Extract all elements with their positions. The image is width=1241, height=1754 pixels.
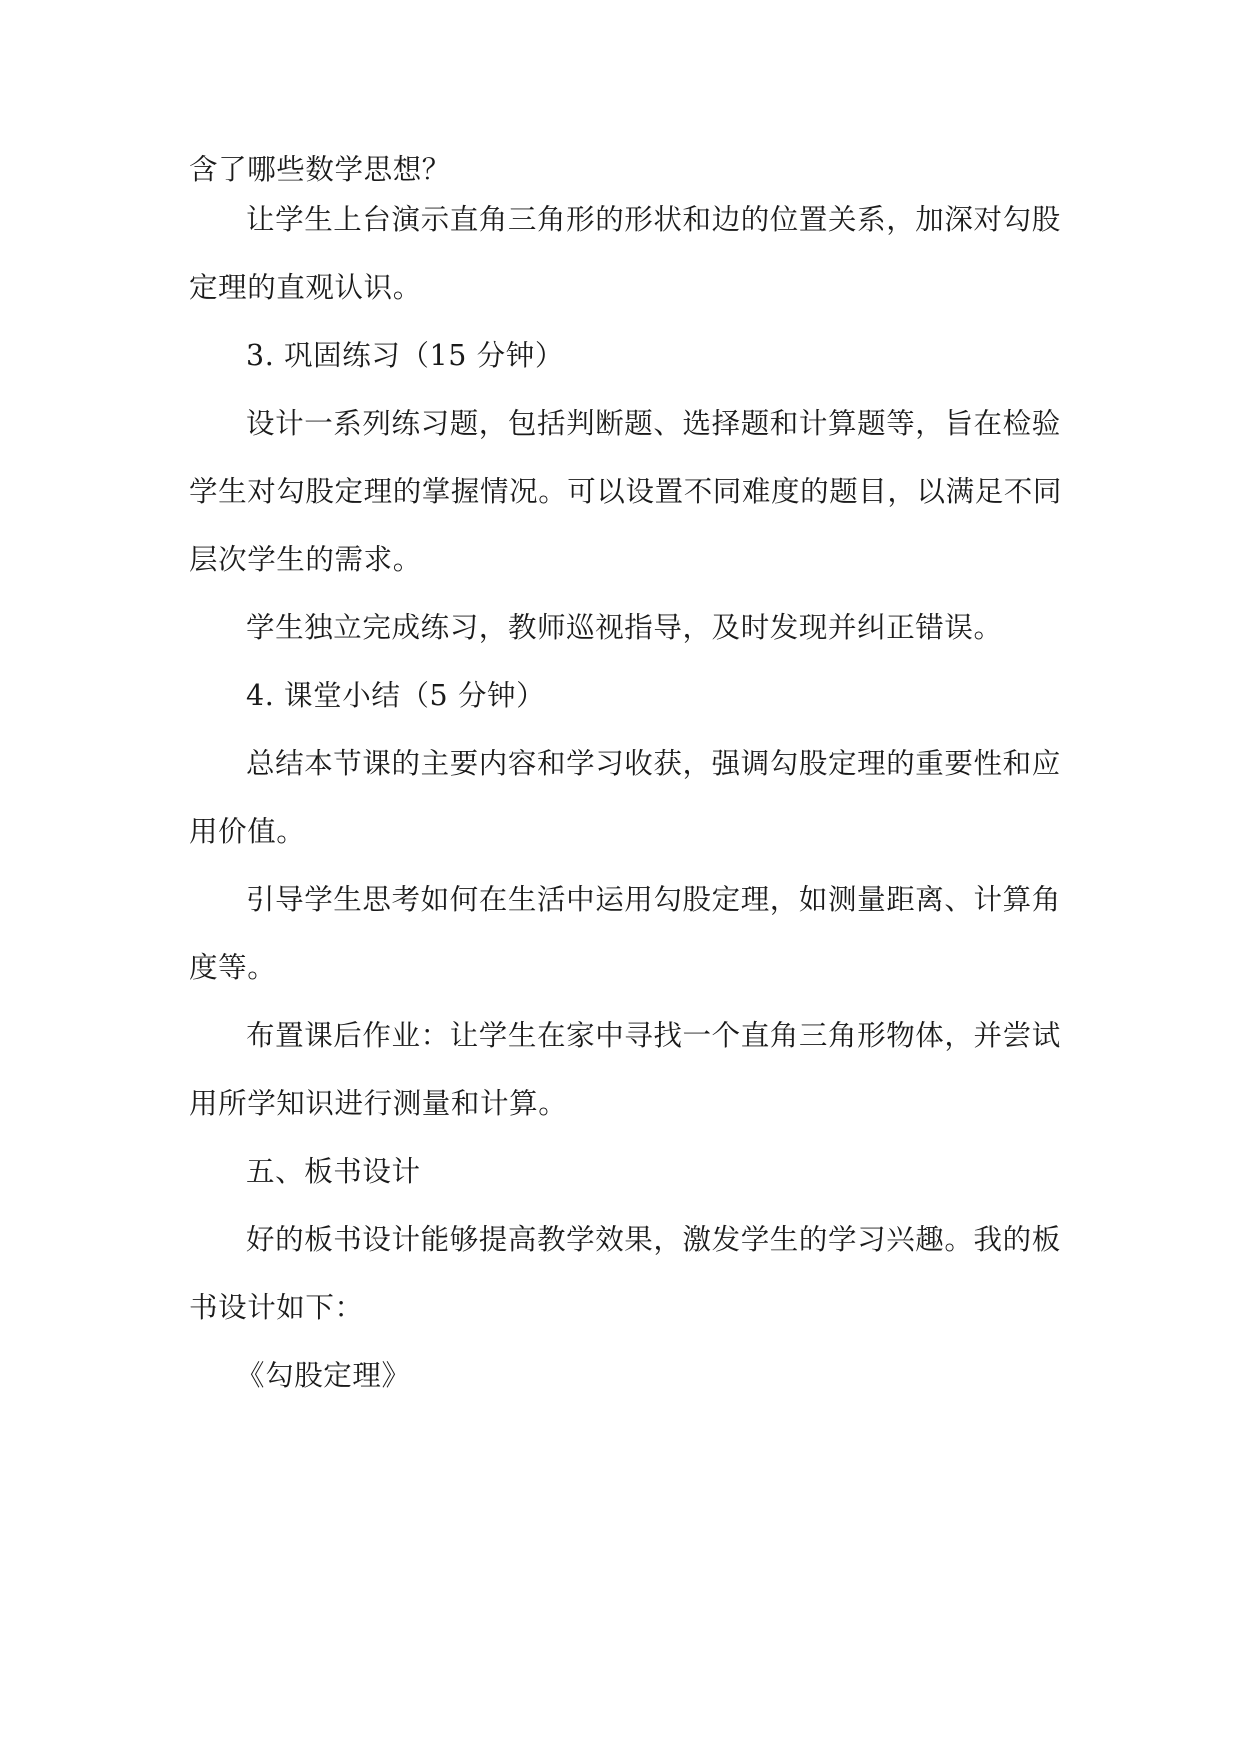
text-line: 设计一系列练习题，包括判断题、选择题和计算题等，旨在检验 <box>246 407 1061 440</box>
text-line: 用所学知识进行测量和计算。 <box>189 1087 568 1120</box>
text-line: 用价值。 <box>189 815 306 848</box>
text-line: 布置课后作业：让学生在家中寻找一个直角三角形物体，并尝试 <box>246 1019 1061 1052</box>
text-line: 学生对勾股定理的掌握情况。可以设置不同难度的题目，以满足不同 <box>189 475 1063 508</box>
text-line: 定理的直观认识。 <box>189 271 422 304</box>
text-line: 引导学生思考如何在生活中运用勾股定理，如测量距离、计算角 <box>246 883 1061 916</box>
text-line: 度等。 <box>189 951 277 984</box>
section-heading: 3. 巩固练习（15 分钟） <box>246 339 564 372</box>
text-line: 含了哪些数学思想？ <box>189 153 451 186</box>
text-line: 总结本节课的主要内容和学习收获，强调勾股定理的重要性和应 <box>246 747 1061 780</box>
text-line: 好的板书设计能够提高教学效果，激发学生的学习兴趣。我的板 <box>246 1223 1061 1256</box>
section-heading: 4. 课堂小结（5 分钟） <box>246 679 546 712</box>
board-title: 《勾股定理》 <box>236 1359 411 1392</box>
section-heading: 五、板书设计 <box>246 1155 421 1188</box>
text-line: 学生独立完成练习，教师巡视指导，及时发现并纠正错误。 <box>246 611 1003 644</box>
text-line: 书设计如下： <box>189 1291 364 1324</box>
text-line: 层次学生的需求。 <box>189 543 422 576</box>
text-line: 让学生上台演示直角三角形的形状和边的位置关系，加深对勾股 <box>246 203 1061 236</box>
